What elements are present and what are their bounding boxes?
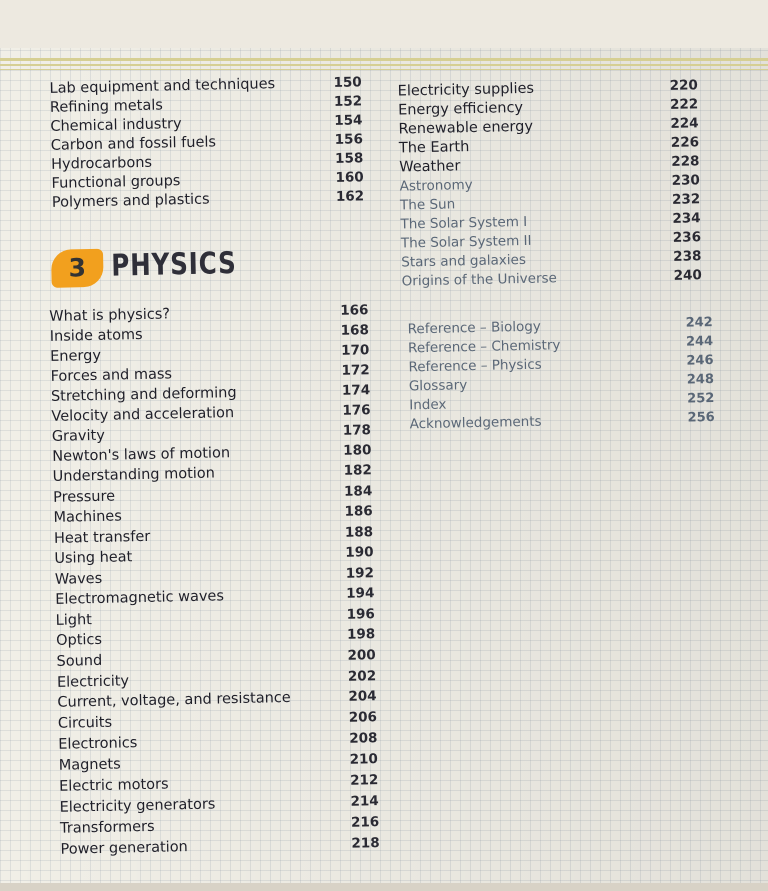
toc-entry-title: Newton's laws of motion (52, 445, 231, 465)
toc-entry-title: Optics (55, 631, 103, 649)
toc-entry-title: Renewable energy (398, 118, 534, 138)
toc-entry-title: Stretching and deforming (50, 384, 237, 405)
toc-entry-page: 204 (348, 688, 377, 705)
toc-entry-page: 222 (669, 96, 699, 113)
toc-entry-page: 242 (685, 315, 713, 331)
toc-entry-page: 182 (343, 462, 372, 479)
toc-entry-title: Refining metals (49, 97, 164, 116)
toc-entry-title: Glossary (408, 377, 468, 395)
toc-entry-page: 196 (346, 606, 376, 623)
toc-entry-page: 154 (334, 112, 363, 129)
toc-entry-title: Reference – Physics (408, 356, 542, 376)
toc-entry-title: Understanding motion (52, 465, 216, 485)
toc-entry-title: Electricity (56, 673, 130, 691)
toc-entry-page: 192 (345, 565, 375, 582)
toc-entry-page: 198 (346, 626, 376, 643)
toc-entry-page: 186 (344, 503, 373, 520)
toc-entry-page: 162 (335, 188, 365, 205)
section-number-badge (51, 249, 104, 288)
toc-entry-title: Current, voltage, and resistance (57, 689, 291, 711)
toc-entry-title: Index (409, 396, 447, 414)
toc-entry-title: Origins of the Universe (401, 270, 558, 290)
toc-entry-page: 246 (686, 352, 714, 369)
toc-entry-page: 220 (669, 77, 698, 94)
toc-entry-page: 212 (349, 772, 379, 789)
toc-entry-title: Lab equipment and techniques (49, 76, 276, 97)
toc-entry-page: 232 (671, 191, 701, 208)
toc-entry-page: 174 (341, 382, 371, 399)
toc-entry-page: 244 (685, 334, 714, 350)
toc-entry-page: 194 (346, 585, 375, 602)
toc-entry-page: 166 (340, 302, 369, 319)
toc-entry-title: Inside atoms (49, 326, 143, 345)
toc-entry-title: The Sun (399, 196, 456, 214)
section-title: PHYSICS (110, 245, 237, 284)
toc-entry-page: 226 (670, 134, 700, 151)
toc-entry-page: 202 (347, 668, 377, 685)
toc-entry-page: 178 (342, 422, 372, 439)
toc-entry-title: The Earth (398, 139, 470, 157)
toc-entry-page: 210 (349, 751, 379, 768)
toc-entry-page: 158 (334, 150, 364, 167)
toc-entry-page: 152 (333, 93, 363, 110)
toc-entry-page: 190 (345, 544, 374, 561)
toc-entry-title: Electricity supplies (397, 80, 535, 100)
toc-entry-page: 184 (343, 483, 373, 500)
toc-entry-page: 228 (671, 153, 700, 170)
toc-entry-title: Electric motors (59, 776, 169, 795)
toc-entry-title: Energy (50, 347, 102, 365)
toc-entry-page: 172 (341, 362, 370, 379)
toc-entry-title: Weather (399, 158, 461, 176)
section-number: 3 (68, 253, 87, 283)
toc-entry-page: 208 (349, 730, 378, 747)
toc-entry-title: Astronomy (399, 177, 473, 195)
toc-entry-page: 218 (351, 835, 380, 852)
toc-entry-title: Electromagnetic waves (55, 588, 225, 608)
toc-entry-page: 150 (333, 74, 362, 91)
toc-entry-page: 238 (673, 248, 702, 265)
toc-entry-page: 240 (673, 267, 702, 284)
toc-entry-title: Velocity and acceleration (51, 405, 235, 425)
toc-entry-page: 156 (334, 131, 364, 148)
toc-entry-title: Circuits (57, 714, 113, 732)
toc-entry-page: 176 (342, 402, 371, 419)
toc-entry-title: Pressure (52, 488, 116, 506)
toc-entry-title: Chemical industry (50, 116, 182, 135)
toc-entry-title: Using heat (54, 549, 133, 567)
toc-entry-title: Hydrocarbons (50, 154, 153, 173)
toc-entry-title: The Solar System II (400, 232, 532, 252)
toc-entry-title: Sound (56, 652, 103, 670)
toc-entry-title: Carbon and fossil fuels (50, 134, 217, 154)
toc-entry-page: 236 (672, 229, 702, 246)
toc-entry-title: Machines (53, 508, 122, 526)
toc-entry-title: Energy efficiency (397, 99, 524, 119)
toc-entry-page: 256 (687, 409, 715, 426)
toc-entry-page: 160 (335, 169, 364, 186)
toc-entry-title: What is physics? (49, 306, 171, 325)
toc-entry-page: 180 (343, 442, 372, 459)
toc-entry-page: 170 (340, 342, 370, 359)
toc-entry-title: Functional groups (51, 173, 181, 192)
toc-entry-title: Electricity generators (59, 796, 216, 816)
toc-entry-title: Acknowledgements (409, 413, 542, 433)
toc-entry-title: Waves (54, 570, 103, 588)
toc-entry-page: 224 (670, 115, 699, 132)
toc-entry-page: 248 (686, 371, 715, 388)
toc-entry-title: The Solar System I (400, 213, 528, 233)
toc-entry-page: 200 (347, 647, 376, 664)
toc-entry-title: Reference – Biology (407, 318, 541, 338)
toc-entry-page: 234 (672, 210, 701, 227)
toc-entry-title: Magnets (58, 756, 121, 774)
toc-entry-title: Electronics (58, 735, 138, 753)
toc-entry-title: Polymers and plastics (51, 191, 210, 211)
toc-entry-title: Forces and mass (50, 366, 173, 385)
toc-entry-page: 230 (671, 172, 700, 189)
toc-entry-title: Heat transfer (53, 528, 151, 547)
toc-entry-page: 216 (350, 814, 380, 831)
toc-entry-title: Reference – Chemistry (407, 337, 561, 357)
toc-entry-page: 214 (350, 793, 379, 810)
toc-entry-title: Gravity (51, 427, 105, 445)
toc-entry-page: 206 (348, 709, 378, 726)
toc-entry-title: Transformers (59, 818, 155, 837)
toc-entry-title: Stars and galaxies (401, 251, 527, 271)
toc-entry-page: 188 (344, 524, 374, 541)
toc-entry-title: Power generation (60, 839, 188, 858)
toc-entry-title: Light (55, 612, 93, 629)
toc-entry-page: 168 (340, 322, 370, 339)
toc-entry-page: 252 (687, 390, 715, 407)
